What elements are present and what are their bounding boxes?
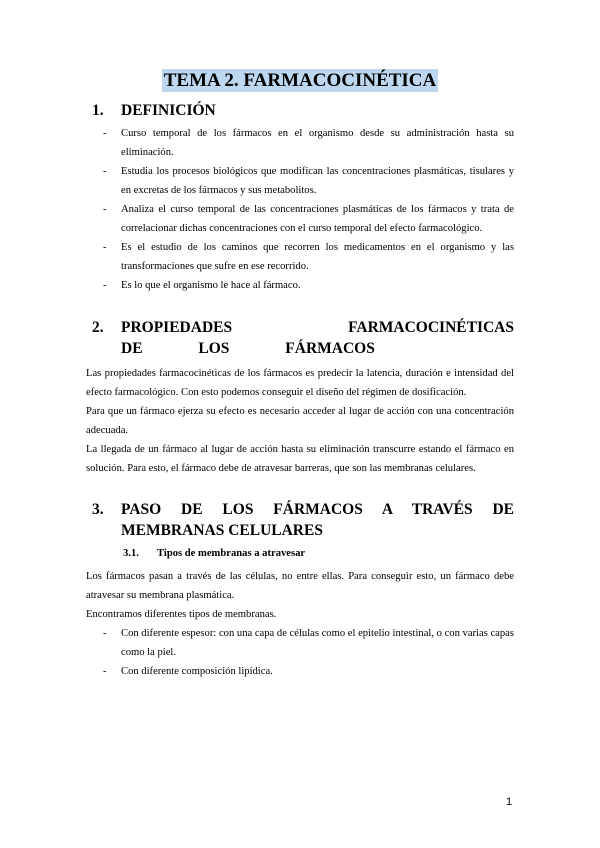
list-item: - Estudia los procesos biológicos que modifican las concentraciones plasmáticas, tisulares y en excretas de los fármacos y sus metabolitos.	[103, 162, 514, 200]
title-text: TEMA 2. FARMACOCINÉTICA	[163, 70, 437, 91]
paragraph: Los fármacos pasan a través de las células, no entre ellas. Para conseguir esto, un fármaco debe atravesar su membrana plasmática.	[86, 571, 514, 601]
paragraph: Las propiedades farmacocinéticas de los fármacos es predecir la latencia, duración e intensidad del efecto farmacológico. Con esto podemos conseguir el diseño del régimen de dosificación.	[86, 368, 514, 398]
section-number: 2.	[92, 319, 104, 336]
paragraph: Encontramos diferentes tipos de membranas.	[86, 609, 277, 620]
membrane-types-list	[103, 624, 514, 681]
list-item: - Es lo que el organismo le hace al fármaco.	[103, 276, 514, 295]
list-item: - Curso temporal de los fármacos en el organismo desde su administración hasta su eliminación.	[103, 124, 514, 162]
subsection-number: 3.1.	[123, 548, 139, 559]
list-item: - Con diferente composición lipídica.	[103, 662, 514, 681]
section-title: PROPIEDADES FARMACOCINÉTICAS DE LOS FÁRMACOS	[121, 319, 514, 357]
list-item: - Con diferente espesor: con una capa de células como el epitelio intestinal, o con varias capas como la piel.	[103, 624, 514, 662]
section-number: 1.	[92, 102, 104, 119]
list-item: - Es el estudio de los caminos que recorren los medicamentos en el organismo y las transformaciones que sufre en ese recorrido.	[103, 238, 514, 276]
section-number: 3.	[92, 501, 104, 518]
section-title: PASO DE LOS FÁRMACOS A TRAVÉS DE MEMBRANAS CELULARES	[121, 501, 514, 539]
paragraph: La llegada de un fármaco al lugar de acción hasta su eliminación transcurre estando el fármaco en solución. Para esto, el fármaco debe de atravesar barreras, que son las membranas celulares.	[86, 444, 514, 474]
section-2-heading	[92, 317, 514, 359]
page-number: 1	[506, 796, 513, 808]
subsection-title: Tipos de membranas a atravesar	[157, 548, 306, 559]
paragraph: Para que un fármaco ejerza su efecto es necesario acceder al lugar de acción con una concentración adecuada.	[86, 406, 514, 436]
definition-list	[103, 124, 514, 295]
list-item: - Analiza el curso temporal de las concentraciones plasmáticas de los fármacos y trata de correlacionar dichas concentraciones con el curso temporal del efecto farmacológico.	[103, 200, 514, 238]
section-title: DEFINICIÓN	[121, 102, 216, 119]
document-title	[0, 70, 600, 92]
section-3-heading	[92, 499, 514, 541]
